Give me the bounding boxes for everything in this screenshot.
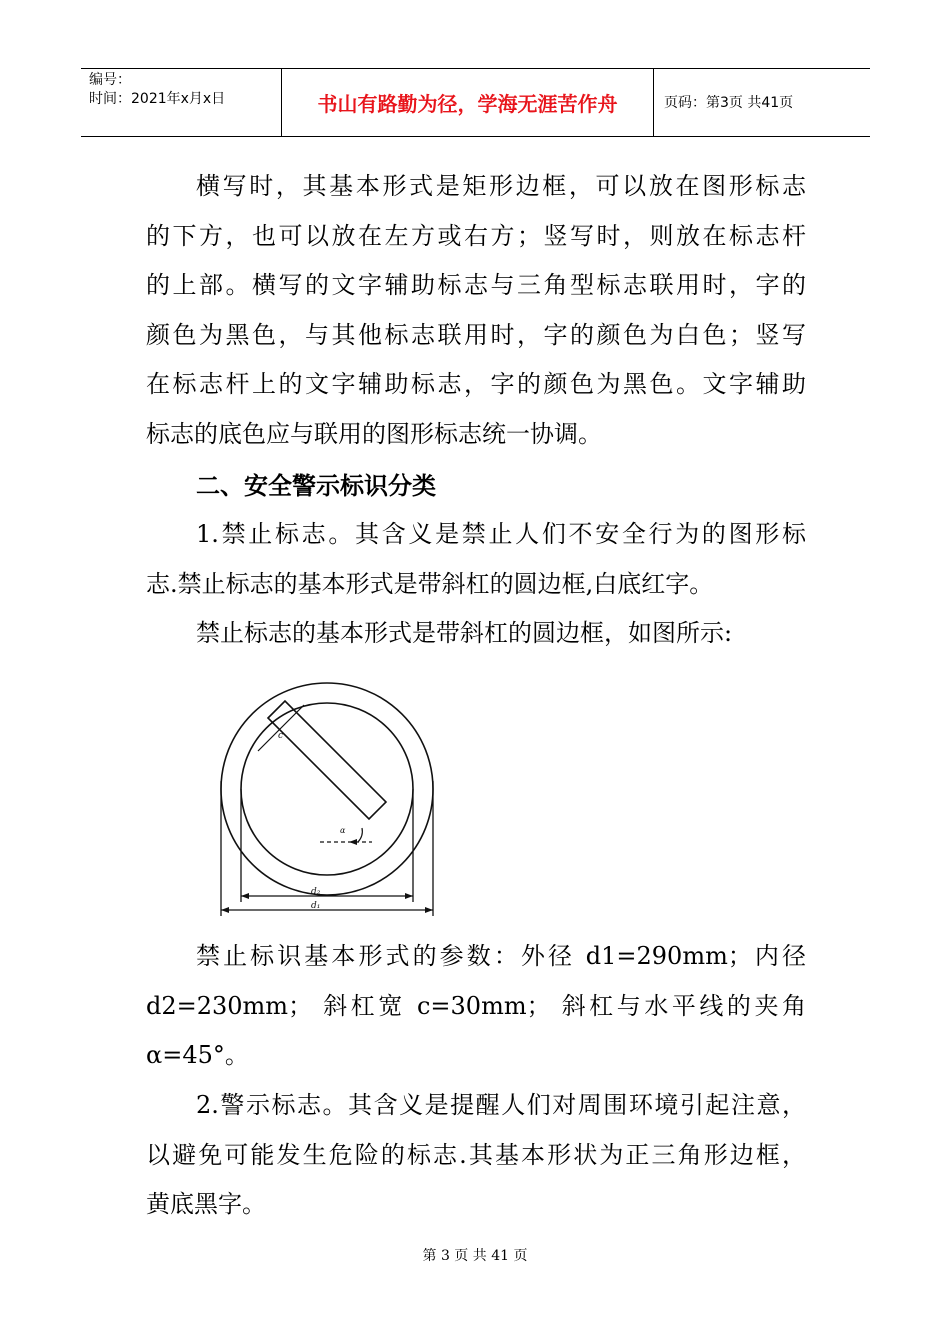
paragraph-warning-sign <box>146 1081 806 1230</box>
paragraph-figure-intro <box>146 609 806 659</box>
diagonal-bar <box>268 701 386 819</box>
text-line: 1.禁止标志。其含义是禁止人们不安全行为的图形标 <box>196 520 806 548</box>
text-line: 的上部。横写的文字辅助标志与三角型标志联用时，字的 <box>146 271 806 299</box>
page-header <box>81 68 870 137</box>
text-line: 颜色为黑色，与其他标志联用时，字的颜色为白色；竖写 <box>146 320 806 349</box>
arrow-icon <box>349 839 357 845</box>
text-line: 2.警示标志。其含义是提醒人们对周围环境引起注意， <box>196 1091 806 1119</box>
label-d1: d₁ <box>311 901 321 911</box>
text-line: 标志的底色应与联用的图形标志统一协调。 <box>146 419 602 448</box>
inner-circle <box>241 703 413 875</box>
text-line: 志.禁止标志的基本形式是带斜杠的圆边框,白底红字。 <box>146 569 714 598</box>
angle-arc <box>358 828 362 842</box>
label-d2: d₂ <box>311 887 321 897</box>
header-page-cell <box>654 69 870 136</box>
page-footer: 第 3 页 共 41 页 <box>422 1248 528 1264</box>
header-page-info: 页码：第3页 共41页 <box>664 95 794 111</box>
paragraph-prohibition-sign <box>146 510 806 609</box>
arrow-icon <box>405 893 413 899</box>
document-time-label: 时间：2021年x月x日 <box>89 91 226 107</box>
text-line: d2=230mm； 斜杠宽 c=30mm； 斜杠与水平线的夹角 <box>146 991 806 1020</box>
text-line: 的下方，也可以放在左方或右方；竖写时，则放在标志杆 <box>146 221 806 250</box>
prohibition-sign-svg <box>212 676 442 922</box>
section-heading: 二、安全警示标识分类 <box>196 472 436 500</box>
prohibition-sign-diagram <box>212 676 442 922</box>
arrow-icon <box>425 907 433 913</box>
header-meta-cell <box>81 69 282 136</box>
label-c: c <box>278 731 284 741</box>
document-number-label: 编号： <box>89 72 131 88</box>
header-motto-cell <box>282 69 654 136</box>
text-line: α=45°。 <box>146 1041 249 1069</box>
text-line: 黄底黑字。 <box>146 1190 266 1218</box>
text-line: 以避免可能发生危险的标志.其基本形状为正三角形边框， <box>146 1140 806 1169</box>
paragraph-parameters <box>146 932 806 1081</box>
label-alpha: α <box>340 826 346 835</box>
text-line: 禁止标识基本形式的参数：外径 d1=290mm；内径 <box>196 942 806 970</box>
text-line: 横写时，其基本形式是矩形边框，可以放在图形标志 <box>196 172 806 200</box>
bar-width-dimension <box>258 705 304 751</box>
arrow-icon <box>221 907 229 913</box>
header-motto: 书山有路勤为径，学海无涯苦作舟 <box>317 92 618 116</box>
paragraph-auxiliary-sign <box>146 162 806 459</box>
text-line: 在标志杆上的文字辅助标志，字的颜色为黑色。文字辅助 <box>146 370 806 398</box>
text-line: 禁止标志的基本形式是带斜杠的圆边框，如图所示: <box>196 619 733 647</box>
arrow-icon <box>241 893 249 899</box>
outer-circle <box>221 683 433 895</box>
